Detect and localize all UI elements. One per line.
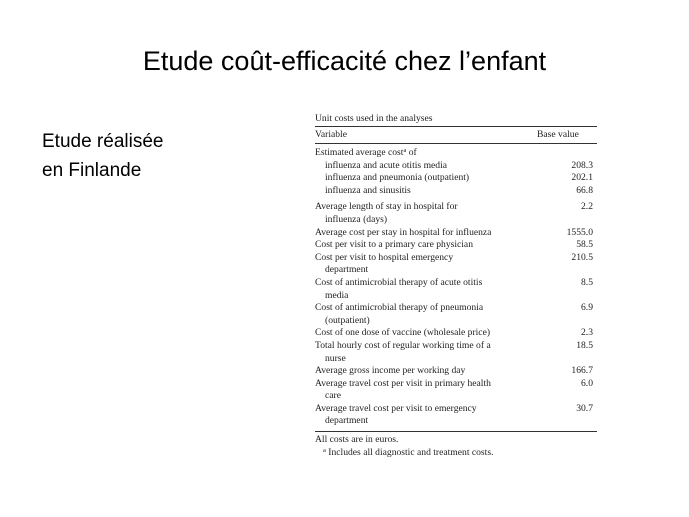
bullet-line-1: Etude réalisée: [42, 131, 164, 152]
table-row: [315, 378, 597, 403]
footnote-currency: All costs are in euros.: [315, 434, 399, 446]
row-label-continued: department: [325, 415, 369, 427]
group-header-text: Estimated average cost: [315, 147, 404, 158]
footnote-marker: a: [323, 446, 326, 454]
row-label: Total hourly cost of regular working time of a: [315, 339, 491, 351]
row-value: 2.2: [581, 201, 593, 213]
row-label: Average cost per stay in hospital for influenza: [315, 226, 492, 238]
table-row: [315, 277, 597, 302]
row-value: 6.0: [581, 377, 593, 389]
table-row: [315, 160, 597, 173]
row-label: Cost of one dose of vaccine (wholesale price): [315, 327, 491, 339]
row-value: 58.5: [576, 239, 593, 251]
column-header-base-value: Base value: [537, 129, 579, 140]
row-label: Cost per visit to hospital emergency: [315, 251, 454, 263]
row-label: Cost per visit to a primary care physician: [315, 239, 473, 251]
group-header-tail: of: [406, 147, 417, 158]
row-value: 30.7: [576, 402, 593, 414]
row-label-continued: care: [325, 390, 341, 402]
row-value: 66.8: [576, 184, 593, 196]
table-row: [315, 201, 597, 226]
row-label-continued: (outpatient): [325, 314, 370, 326]
table-row: [315, 302, 597, 327]
table-row: [315, 227, 597, 240]
row-label: Cost of antimicrobial therapy of acute otitis: [315, 276, 483, 288]
row-value: 8.5: [581, 276, 593, 288]
row-value: 2.3: [581, 327, 593, 339]
row-value: 6.9: [581, 302, 593, 314]
slide-title: Etude coût-efficacité chez l’enfant: [142, 46, 547, 76]
footnote-a-text: Includes all diagnostic and treatment costs.: [325, 446, 494, 458]
row-value: 210.5: [571, 251, 593, 263]
row-value: 202.1: [571, 172, 593, 184]
row-label: Average travel cost per visit to emergency: [315, 402, 477, 414]
table-row: [315, 340, 597, 365]
table-row: [315, 252, 597, 277]
table-caption: Unit costs used in the analyses: [315, 113, 433, 124]
row-value: 166.7: [571, 365, 593, 377]
table-row: [315, 327, 597, 340]
bullet-text: [42, 127, 242, 185]
table-row: [315, 403, 597, 428]
table-row: [315, 172, 597, 185]
table-row: [315, 365, 597, 378]
row-label: influenza and pneumonia (outpatient): [325, 172, 470, 184]
bullet-line-2: en Finlande: [42, 160, 142, 181]
row-label-continued: influenza (days): [325, 213, 388, 225]
column-header-variable: Variable: [315, 129, 347, 140]
table-row-group-header: [315, 147, 597, 160]
unit-costs-table: [315, 113, 597, 459]
row-label: Average gross income per working day: [315, 365, 466, 377]
row-value: 208.3: [571, 159, 593, 171]
footnote-a: [315, 447, 597, 460]
footnote-marker: a: [403, 147, 407, 154]
table-body: [315, 144, 597, 428]
row-label: Cost of antimicrobial therapy of pneumonia: [315, 302, 484, 314]
row-label-continued: media: [325, 289, 349, 301]
table-row: [315, 185, 597, 198]
table-footnotes: [315, 431, 597, 459]
row-label: Average length of stay in hospital for: [315, 201, 458, 213]
row-label-continued: department: [325, 264, 369, 276]
row-label: Average travel cost per visit in primary health: [315, 377, 491, 389]
row-value: 18.5: [576, 339, 593, 351]
row-label: influenza and sinusitis: [325, 184, 411, 196]
table-header: [315, 127, 597, 143]
table-row: [315, 239, 597, 252]
row-label: influenza and acute otitis media: [325, 159, 448, 171]
row-label-continued: nurse: [325, 352, 346, 364]
row-value: 1555.0: [566, 226, 593, 238]
